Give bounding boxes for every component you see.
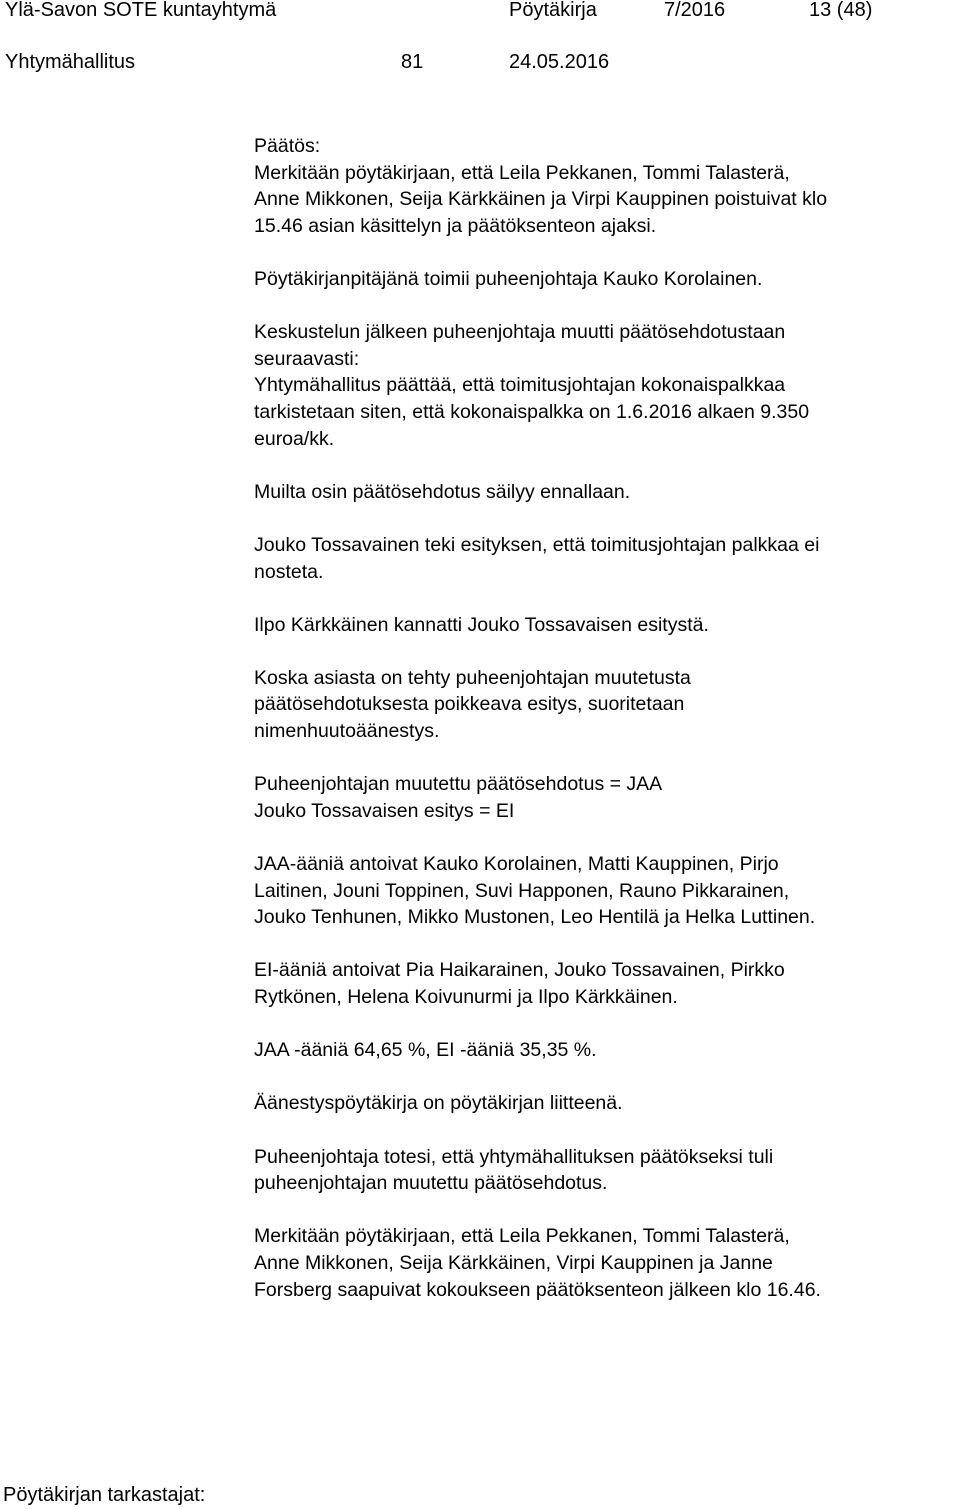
paragraph [254,266,954,293]
header-organization: Ylä-Savon SOTE kuntayhtymä [5,0,277,21]
paragraph-line: Jouko Tossavainen teki esityksen, että toimitusjohtajan palkkaa ei [254,533,820,556]
paragraph [254,319,954,452]
decision-paragraphs [254,160,954,1304]
header-body-name: Yhtymähallitus [5,51,136,73]
paragraph [254,479,954,506]
paragraph-line: Anne Mikkonen, Seija Kärkkäinen, Virpi Kauppinen ja Janne [254,1251,773,1274]
paragraph-line: Jouko Tossavaisen esitys = EI [254,799,515,822]
paragraph-line: nimenhuutoäänestys. [254,720,440,743]
reviewers-label: Pöytäkirjan tarkastajat: [3,1484,206,1506]
header-page-number: 13 (48) [809,0,873,21]
header-section-number: 81 [401,51,424,73]
decision-heading: Päätös: [254,135,321,157]
paragraph-line: EI-ääniä antoivat Pia Haikarainen, Jouko Tossavainen, Pirkko [254,959,785,982]
paragraph [254,612,954,639]
paragraph-line: Puheenjohtajan muutettu päätösehdotus = JAA [254,773,663,796]
paragraph-line: nosteta. [254,560,324,583]
decision-content [254,133,954,1330]
paragraph-line: seuraavasti: [254,347,360,370]
paragraph [254,160,954,240]
paragraph [254,771,954,824]
paragraph-line: JAA -ääniä 64,65 %, EI -ääniä 35,35 %. [254,1039,597,1062]
paragraph-line: Anne Mikkonen, Seija Kärkkäinen ja Virpi Kauppinen poistuivat klo [254,188,828,211]
paragraph-line: Koska asiasta on tehty puheenjohtajan muutetusta [254,666,691,689]
paragraph-line: puheenjohtajan muutettu päätösehdotus. [254,1172,608,1195]
paragraph [254,665,954,745]
paragraph-line: tarkistetaan siten, että kokonaispalkka on 1.6.2016 alkaen 9.350 [254,400,810,423]
paragraph [254,957,954,1010]
paragraph-line: Rytkönen, Helena Koivunurmi ja Ilpo Kärkkäinen. [254,986,678,1008]
paragraph [254,532,954,585]
paragraph-line: 15.46 asian käsittelyn ja päätöksenteon ajaksi. [254,214,657,237]
paragraph-line: Merkitään pöytäkirjaan, että Leila Pekkanen, Tommi Talasterä, [254,1225,790,1248]
paragraph-line: Puheenjohtaja totesi, että yhtymähallituksen päätökseksi tuli [254,1145,774,1168]
header-document-type: Pöytäkirja [509,0,597,21]
paragraph-line: Pöytäkirjanpitäjänä toimii puheenjohtaja Kauko Korolainen. [254,267,763,290]
paragraph-line: Laitinen, Jouni Toppinen, Suvi Happonen, Rauno Pikkarainen, [254,879,790,902]
paragraph-line: euroa/kk. [254,427,335,450]
paragraph [254,1223,954,1303]
paragraph-line: Forsberg saapuivat kokoukseen päätöksenteon jälkeen klo 16.46. [254,1278,821,1301]
paragraph-line: Äänestyspöytäkirja on pöytäkirjan liitteenä. [254,1092,623,1115]
paragraph-line: Yhtymähallitus päättää, että toimitusjohtajan kokonaispalkkaa [254,374,786,397]
header-document-number: 7/2016 [664,0,726,21]
paragraph [254,851,954,931]
paragraph [254,1037,954,1064]
paragraph-line: Ilpo Kärkkäinen kannatti Jouko Tossavaisen esitystä. [254,613,709,636]
paragraph-line: päätösehdotuksesta poikkeava esitys, suoritetaan [254,693,685,716]
paragraph-line: Muilta osin päätösehdotus säilyy ennallaan. [254,480,631,503]
paragraph [254,1144,954,1197]
paragraph [254,1090,954,1117]
paragraph-line: Jouko Tenhunen, Mikko Mustonen, Leo Hentilä ja Helka Luttinen. [254,906,816,929]
paragraph-line: Keskustelun jälkeen puheenjohtaja muutti päätösehdotustaan [254,321,786,344]
paragraph-line: Merkitään pöytäkirjaan, että Leila Pekkanen, Tommi Talasterä, [254,161,790,184]
paragraph-line: JAA-ääniä antoivat Kauko Korolainen, Matti Kauppinen, Pirjo [254,853,779,876]
header-meeting-date: 24.05.2016 [509,51,610,73]
